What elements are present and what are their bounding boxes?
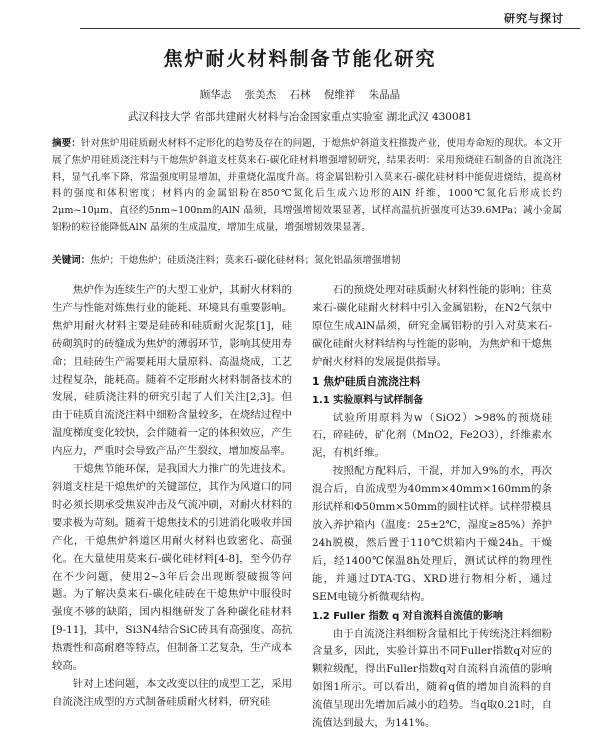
- author: 石林: [289, 89, 311, 101]
- paragraph: 按照配方配料后，干混，并加入9%的水，再次混合后，自流成型为40mm×40mm×160mm的条形试样和Φ50mm×50mm的圆柱试样。试样带模具放入养护箱内（温度：25±2℃，湿度≥85%）养护24h脱模，然后置于110℃烘箱内干燥24h。干燥后，经1400℃保温8h处理后，测试试样的物理性能，并通过DTA-TG、XRD进行物相分析，通过SEM电镜分析微观结构。: [312, 465, 552, 603]
- author: 朱晶晶: [368, 89, 401, 101]
- subsection-heading: 1.1 实验原料与试样制备: [312, 394, 424, 406]
- keywords-label: 关键词：: [52, 255, 91, 266]
- paragraph: 干熄焦节能环保，是我国大力推广的先进技术。斜道支柱是干熄焦炉的关键部位，其作为风道口的同时必须长期承受焦炭冲击及气流冲刷，对耐火材料的要求极为苛刻。随着干熄焦技术的引进消化吸收并国产化，干熄焦炉斜道区用耐火材料也致密化、高强化。在大量使用莫来石-碳化硅材料[4-8]，至今仍存在不少问题，使用2~3年后会出现断裂破损等问题。为了解决莫来石-碳化硅砖在干熄焦炉中服役时强度不够的缺陷，国内相继研发了各种碳化硅材料[9-11]，其中，Si3N4结合SiC砖具有高强度、高抗热震性和高耐磨等特点，但制备工艺复杂，生产成本较高。: [52, 463, 292, 673]
- paragraph: 焦炉作为连续生产的大型工业炉，其耐火材料的生产与性能对炼焦行业的能耗、环境具有重要影响。焦炉用耐火材料主要是硅砖和硅质耐火泥浆[1]，硅砖砌筑时的砖缝成为焦炉的薄弱环节，影响其使用寿命；且硅砖生产需要耗用大量原料、高温烧成，工艺过程复杂，能耗高。随着不定形耐火材料制备技术的发展，硅质浇注料的研究引起了人们关注[2,3]。但由于硅质自流浇注料中细粉含量较多，在烧结过程中温度梯度变化较快，会伴随着一定的体积效应，产生内应力，严重时会导致产品产生裂纹，增加废品率。: [52, 284, 292, 458]
- body-column-right: [312, 282, 552, 733]
- abstract-text: 针对焦炉用硅质耐火材料不定形化的趋势及存在的问题，于熄焦炉斜道支柱推拨产业，使用寿命短的现状。本文开展了焦炉用硅质浇注料与干熄焦炉斜道支柱莫来石-碳化硅材料增强增韧研究，结果表明：采用预烧硅石制备的自流浇注料，显气孔率下降，常温强度明显增加，并重烧化温度升高。将金属铝粉引入莫来石-碳化硅材料中能促进烧结，提高材料的强度和体积密度；材料内的金属铝粉在850℃氮化后生成六边形的AlN 纤维，1000℃氮化后形成长约2μm~10μm、直径约5nm~100nm的AlN 晶须，具增强增韧效果显著，试样高温抗折强度可达39.6MPa；减小金属铝粉的粒径能降低AlN 晶须的生成温度，增加生成量，增强增韧效果显著。: [52, 138, 563, 233]
- author: 顾华志: [199, 89, 232, 101]
- paragraph: 由于自流浇注料细粉含量相比于传统浇注料细粉含量多，因此，实验计算出不同Fuller指数q对应的颗粒级配，得出Fuller指数q对自流料自流值的影响如图1所示。可以看出，随着q值的增加自流料的自流值呈现出先增加后减小的趋势。当q取0.21时，自流值达到最大，为141%。: [312, 627, 552, 730]
- paragraph: 石的预烧处理对硅质耐火材料性能的影响；往莫来石-碳化硅耐火材料中引入金属铝粉，在N2气氛中原位生成AlN晶须，研究金属铝粉的引入对莫来石-碳化硅耐火材料结构与性能的影响，为焦炉和干熄焦炉耐火材料的发展提供指导。: [312, 284, 552, 368]
- author: 倪维祥: [323, 89, 356, 101]
- author-list: [0, 87, 600, 102]
- paragraph: 试验所用原料为w（SiO2）>98%的预烧硅石，碎硅砖，矿化剂（MnO2，Fe2O3），纤维素水泥，有机纤维。: [312, 411, 552, 460]
- author: 张美杰: [244, 89, 277, 101]
- abstract-label: 摘要：: [52, 138, 81, 149]
- section-tag: 研究与探讨: [504, 12, 564, 25]
- paper-title: 焦炉耐火材料制备节能化研究: [163, 48, 437, 70]
- keywords-text: 焦炉；干熄焦炉；硅质浇注料；莫来石-碳化硅材料；氮化铝晶须增强增韧: [90, 255, 401, 266]
- section-heading: 1 焦炉硅质自流浇注料: [312, 374, 421, 388]
- body-column-left: [52, 282, 292, 712]
- subsection-heading: 1.2 Fuller 指数 q 对自流料自流值的影响: [312, 610, 503, 622]
- paragraph: 针对上述问题，本文改变以往的成型工艺，采用自流浇注成型的方式制备硅质耐火材料，研究硅: [52, 677, 292, 708]
- header-rule: [80, 28, 580, 29]
- keywords: [52, 252, 562, 266]
- abstract: [52, 136, 562, 237]
- affiliation: 武汉科技大学 省部共建耐火材料与冶金国家重点实验室 湖北武汉 430081: [127, 111, 473, 123]
